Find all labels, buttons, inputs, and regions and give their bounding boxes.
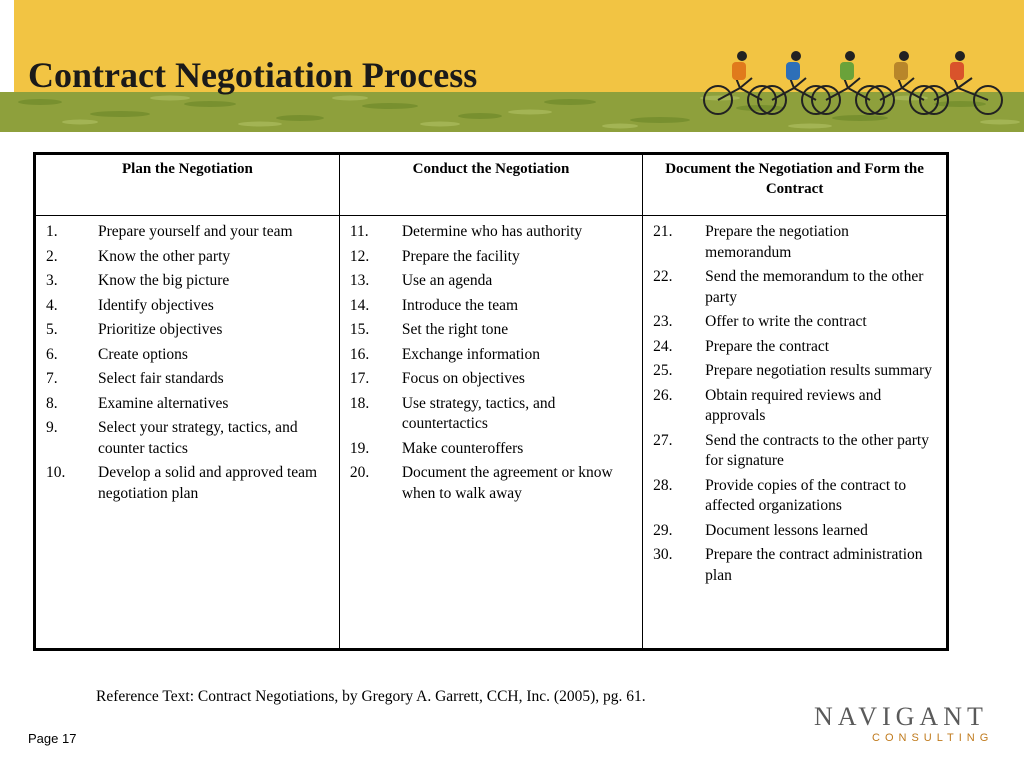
item-number: 18. (349, 394, 370, 412)
item-number: 23. (653, 313, 673, 330)
item-number: 19. (349, 439, 370, 457)
list-item (350, 345, 634, 366)
list-item (653, 476, 938, 517)
item-text: Create options (98, 345, 188, 363)
item-text: Set the right tone (401, 321, 509, 338)
item-text: Prepare negotiation results summary (705, 362, 933, 379)
item-text: Prioritize objectives (98, 321, 223, 338)
list-item (350, 394, 634, 435)
header-plan: Plan the Negotiation (36, 155, 339, 216)
page-number: Page 17 (28, 731, 77, 746)
header-conduct: Conduct the Negotiation (339, 155, 642, 216)
item-number: 10. (46, 464, 66, 481)
list-item (46, 296, 331, 317)
list-item (350, 296, 634, 317)
item-text: Prepare yourself and your team (98, 223, 293, 240)
list-item (653, 431, 938, 472)
cyclists-illustration (692, 48, 1012, 118)
item-number: 30. (653, 546, 673, 563)
item-text: Know the other party (98, 247, 231, 265)
list-item (46, 345, 331, 366)
item-text: Document the agreement or know when to walk away (401, 464, 613, 502)
item-text: Make counteroffers (401, 439, 524, 457)
list-item (653, 361, 938, 382)
list-item (350, 222, 634, 243)
item-number: 26. (653, 386, 673, 404)
item-number: 5. (46, 321, 58, 338)
list-item (46, 222, 331, 243)
item-number: 20. (349, 464, 370, 481)
list-item (653, 386, 938, 427)
navigant-logo (814, 702, 994, 748)
item-number: 7. (46, 370, 58, 387)
item-text: Use an agenda (401, 272, 493, 289)
item-number: 21. (653, 223, 673, 240)
item-text: Send the contracts to the other party for signature (705, 431, 929, 469)
item-number: 13. (349, 272, 370, 289)
column-plan (36, 216, 339, 649)
item-number: 15. (349, 321, 370, 338)
item-text: Select fair standards (98, 370, 224, 387)
list-item (46, 418, 331, 459)
item-number: 16. (349, 345, 370, 363)
banner-margin (0, 0, 14, 100)
column-conduct (339, 216, 642, 649)
item-text: Provide copies of the contract to affected organizations (705, 476, 907, 514)
item-text: Offer to write the contract (705, 313, 867, 330)
item-text: Use strategy, tactics, and countertactics (401, 394, 556, 432)
logo-wordmark: NAVIGANT (814, 702, 988, 731)
list-item (350, 271, 634, 292)
list-item (653, 222, 938, 263)
item-number: 29. (653, 521, 673, 539)
item-text: Identify objectives (98, 296, 214, 314)
item-text: Prepare the contract administration plan (705, 546, 923, 584)
item-number: 11. (349, 223, 369, 240)
header-document: Document the Negotiation and Form the Contract (643, 155, 946, 216)
list-item (350, 247, 634, 268)
item-number: 12. (349, 247, 370, 265)
item-number: 17. (349, 370, 370, 387)
item-number: 4. (46, 296, 58, 314)
process-table (33, 152, 949, 651)
list-item (653, 545, 938, 586)
item-text: Prepare the contract (705, 337, 830, 355)
list-item (46, 320, 331, 341)
list-item (350, 439, 634, 460)
item-number: 9. (46, 419, 58, 436)
item-text: Examine alternatives (98, 394, 229, 412)
logo-subtitle: CONSULTING (872, 732, 994, 744)
item-number: 22. (653, 268, 673, 285)
reference-text: Reference Text: Contract Negotiations, by Gregory A. Garrett, CCH, Inc. (2005), pg. 61. (96, 688, 646, 705)
item-number: 6. (46, 345, 58, 363)
item-number: 28. (653, 476, 673, 494)
slide-title: Contract Negotiation Process (28, 55, 478, 95)
item-text: Determine who has authority (401, 223, 583, 240)
item-text: Focus on objectives (401, 370, 525, 387)
list-item (350, 369, 634, 390)
list-item (46, 394, 331, 415)
item-number: 27. (653, 431, 673, 449)
item-number: 14. (349, 296, 370, 314)
list-item (350, 463, 634, 504)
item-text: Introduce the team (401, 296, 519, 314)
item-number: 8. (46, 394, 58, 412)
item-number: 3. (46, 272, 58, 289)
column-document (643, 216, 946, 649)
item-text: Exchange information (401, 345, 540, 363)
item-text: Prepare the facility (401, 247, 520, 265)
item-number: 1. (46, 223, 58, 240)
list-item (653, 337, 938, 358)
list-item (350, 320, 634, 341)
list-item (653, 312, 938, 333)
item-number: 2. (46, 247, 58, 265)
list-item (653, 521, 938, 542)
item-text: Document lessons learned (705, 521, 868, 539)
list-item (46, 369, 331, 390)
item-number: 25. (653, 362, 673, 379)
item-text: Send the memorandum to the other party (705, 268, 924, 306)
list-item (46, 271, 331, 292)
list-item (46, 463, 331, 504)
item-text: Obtain required reviews and approvals (705, 386, 882, 424)
list-item (46, 247, 331, 268)
item-text: Know the big picture (98, 272, 230, 289)
item-text: Select your strategy, tactics, and counter tactics (98, 419, 298, 457)
item-text: Prepare the negotiation memorandum (705, 223, 849, 261)
item-text: Develop a solid and approved team negotiation plan (98, 464, 318, 502)
list-item (653, 267, 938, 308)
item-number: 24. (653, 337, 673, 355)
